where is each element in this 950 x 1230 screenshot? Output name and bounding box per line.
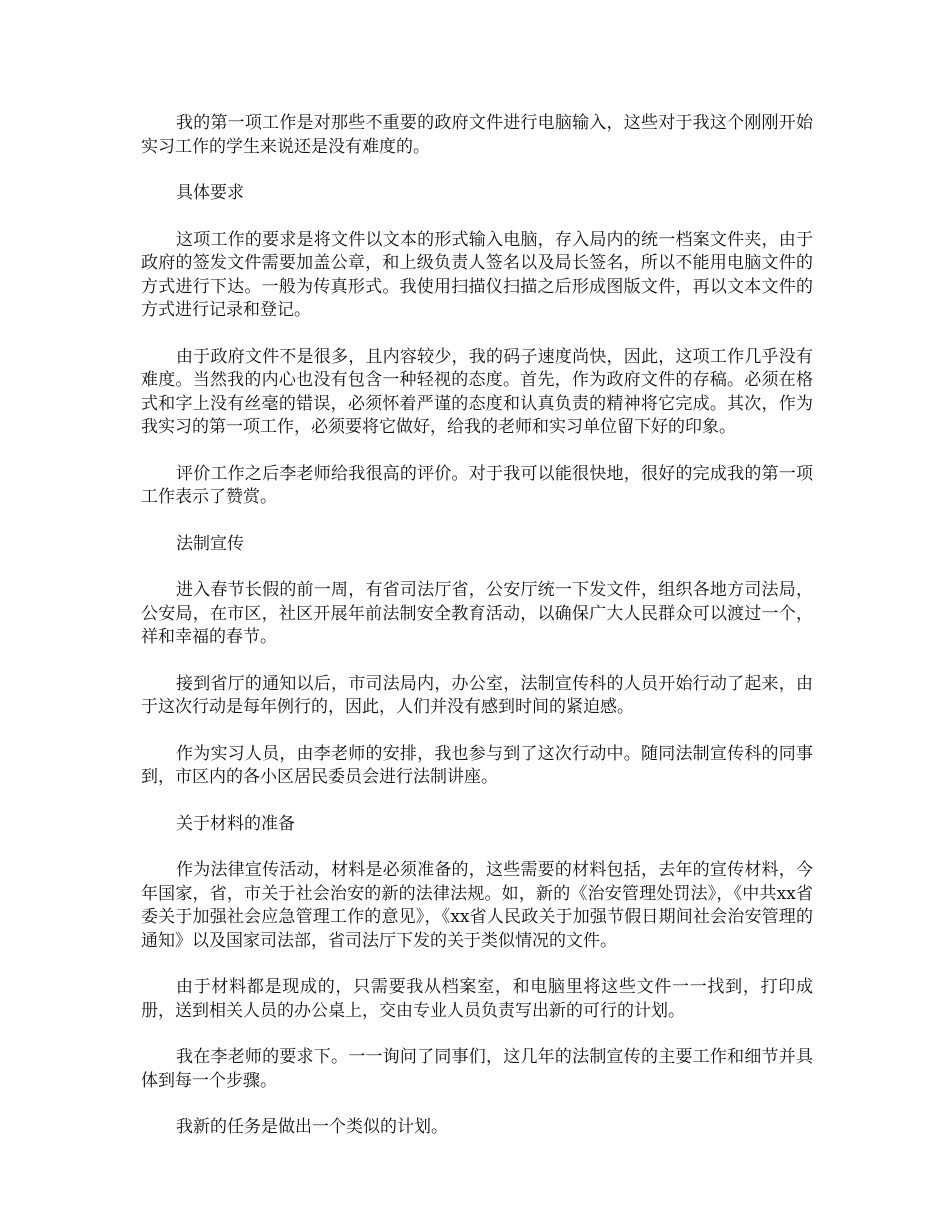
paragraph-inquiry: 我在李老师的要求下。一一询问了同事们，这几年的法制宣传的主要工作和细节并具体到每一个步骤。 — [141, 1047, 813, 1091]
paragraph-new-task: 我新的任务是做出一个类似的计划。 — [176, 1117, 448, 1137]
paragraph-notice: 接到省厅的通知以后，市司法局内，办公室，法制宣传科的人员开始行动了起来，由于这次行动是每年例行的，因此，人们并没有感到时间的紧迫感。 — [141, 673, 813, 717]
paragraph-evaluation: 评价工作之后李老师给我很高的评价。对于我可以能很快地，很好的完成我的第一项工作表示了赞赏。 — [141, 463, 813, 507]
paragraph-spring-festival: 进入春节长假的前一周，有省司法厅省，公安厅统一下发文件，组织各地方司法局，公安局，在市区，社区开展年前法制安全教育活动，以确保广大人民群众可以渡过一个，祥和幸福的春节。 — [141, 580, 813, 647]
heading-specific-requirements: 具体要求 — [176, 183, 244, 203]
paragraph-requirements: 这项工作的要求是将文件以文本的形式输入电脑，存入局内的统一档案文件夹，由于政府的签发文件需要加盖公章，和上级负责人签名以及局长签名，所以不能用电脑文件的方式进行下达。一般为传真形式。我使用扫描仪扫描之后形成图版文件，再以文本文件的方式进行记录和登记。 — [141, 229, 813, 320]
paragraph-intern-role: 作为实习人员，由李老师的安排，我也参与到了这次行动中。随同法制宣传科的同事到，市区内的各小区居民委员会进行法制讲座。 — [141, 743, 813, 787]
heading-material-preparation: 关于材料的准备 — [176, 813, 295, 834]
paragraph-ready-materials: 由于材料都是现成的，只需要我从档案室，和电脑里将这些文件一一找到，打印成册，送到相关人员的办公桌上，交由专业人员负责写出新的可行的计划。 — [141, 977, 813, 1021]
document-body — [141, 112, 813, 1163]
paragraph-materials: 作为法律宣传活动，材料是必须准备的，这些需要的材料包括，去年的宣传材料，今年国家，省，市关于社会治安的新的法律法规。如，新的《治安管理处罚法》，《中共xx省委关于加强社会应急管理工作的意见》，《xx省人民政关于加强节假日期间社会治安管理的通知》以及国家司法部，省司法厅下发的关于类似情况的文件。 — [141, 860, 813, 951]
paragraph-attitude: 由于政府文件不是很多，且内容较少，我的码子速度尚快，因此，这项工作几乎没有难度。当然我的内心也没有包含一种轻视的态度。首先，作为政府文件的存稿。必须在格式和字上没有丝毫的错误，必须怀着严谨的态度和认真负责的精神将它完成。其次，作为我实习的第一项工作，必须要将它做好，给我的老师和实习单位留下好的印象。 — [141, 346, 813, 437]
heading-legal-publicity: 法制宣传 — [176, 533, 244, 554]
paragraph-first-task: 我的第一项工作是对那些不重要的政府文件进行电脑输入，这些对于我这个刚刚开始实习工作的学生来说还是没有难度的。 — [141, 113, 813, 157]
